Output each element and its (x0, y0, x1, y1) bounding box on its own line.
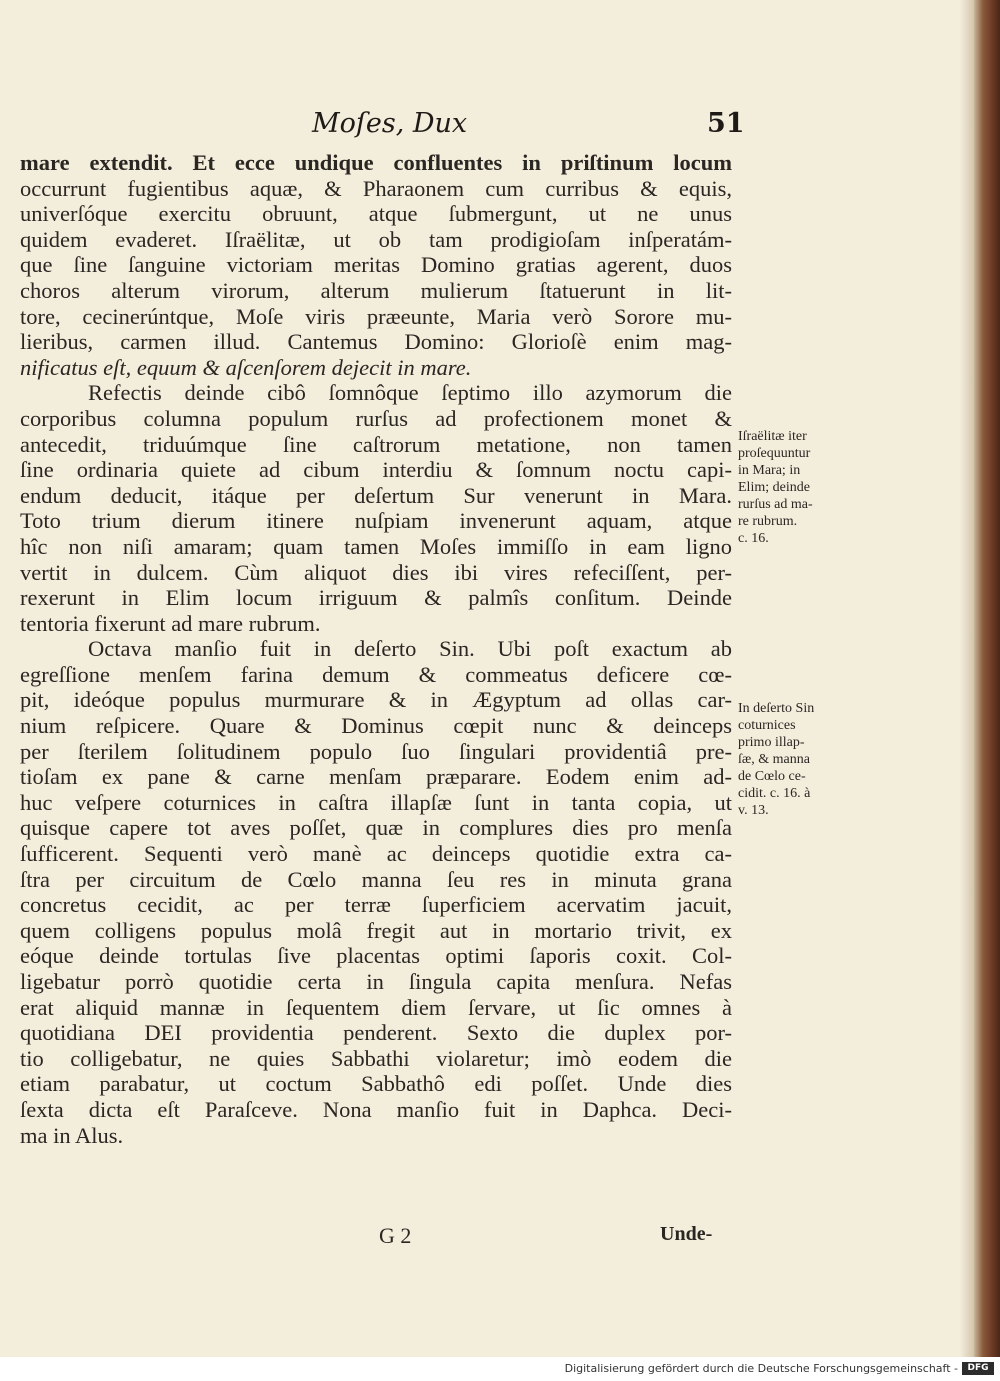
margin-note-line: In deſerto Sin (738, 701, 815, 716)
text-line: ligebatur porrò quotidie certa in ſingula capita menſura. Nefas (20, 969, 732, 994)
margin-note-mara (738, 428, 856, 547)
text-line: ſine ordinaria quiete ad cibum interdiu & ſomnum noctu capi- (20, 457, 732, 483)
credit-text: Digitalisierung gefördert durch die Deutsche Forschungsgemeinschaft - (564, 1362, 958, 1375)
text-line: huc veſpere coturnices in caſtra illapſæ ſunt in tanta copia, ut (20, 789, 732, 815)
text-line: lieribus, carmen illud. Cantemus Domino: Glorioſè enim mag- (20, 329, 732, 355)
margin-note-line: cidit. c. 16. à (738, 786, 811, 801)
catchword: Unde- (660, 1223, 713, 1245)
margin-note-line: Iſraëlitæ iter (738, 429, 807, 444)
margin-note-line: de Cœlo ce- (738, 769, 806, 784)
text-line: eóque deinde tortulas ſive placentas optimi ſaporis coxit. Col- (20, 943, 732, 969)
page-gutter-shadow (960, 0, 974, 1357)
margin-note-line: in Mara; in (738, 463, 801, 478)
text-line: quotidiana DEI providentia penderent. Sexto die duplex por- (20, 1020, 732, 1046)
text-line: nium reſpicere. Quare & Dominus cœpit nunc & deinceps (20, 713, 732, 739)
body-text (20, 150, 732, 1148)
text-line: vertit in dulcem. Cùm aliquot dies ibi vires refeciſſent, per- (20, 559, 732, 585)
text-line: quisque capere tot aves poſſet, quæ in complures dies pro menſa (20, 815, 732, 841)
text-line: quidem evaderet. Iſraëlitæ, ut ob tam prodigioſam inſperatám- (20, 226, 732, 252)
text-line: tio colligebatur, ne quies Sabbathi violaretur; imò eodem die (20, 1045, 732, 1071)
text-line: choros alterum virorum, alterum mulierum ſtatuerunt in lit- (20, 277, 732, 303)
text-line: quem colligens populus molâ fregit aut in mortario trivit, ex (20, 917, 732, 943)
margin-note-line: ſæ, & manna (738, 752, 810, 767)
text-line: ſufficerent. Sequenti verò manè ac deinceps quotidie extra ca- (20, 841, 732, 867)
text-line: Refectis deinde cibô ſomnôque ſeptimo illo azymorum die (88, 380, 732, 406)
text-line: occurrunt fugientibus aquæ, & Pharaonem cum curribus & equis, (20, 175, 732, 201)
text-line: tioſam ex pane & carne menſam præparare. Eodem enim ad- (20, 764, 732, 790)
text-line: Toto trium dierum itinere nuſpiam invenerunt aquam, atque (20, 508, 732, 534)
margin-note-sin (738, 700, 856, 819)
page-number: 51 (707, 108, 745, 139)
text-line: nificatus eſt, equum & aſcenſorem dejecit in mare. (20, 354, 472, 380)
text-line: endum deducit, itáque per deſertum Sur venerunt in Mara. (20, 482, 732, 508)
credit-bar (0, 1357, 1000, 1381)
margin-note-line: primo illap- (738, 735, 805, 750)
text-line: hîc non niſi amaram; quam tamen Moſes immiſſo in eam ligno (20, 533, 732, 559)
text-line: Octava manſio fuit in deſerto Sin. Ubi poſt exactum ab (88, 636, 732, 662)
text-line: que ſine ſanguine victoriam meritas Domino gratias agerent, duos (20, 252, 732, 278)
text-line: ſexta dicta eſt Paraſceve. Nona manſio fuit in Daphca. Deci- (20, 1096, 732, 1122)
margin-note-line: rurſus ad ma- (738, 497, 813, 512)
text-line: tore, cecinerúntque, Moſe viris præeunte, Maria verò Sorore mu- (20, 303, 732, 329)
text-line: mare extendit. Et ecce undique confluentes in priſtinum locum (20, 150, 732, 175)
text-line: erat aliquid mannæ in ſequentem diem ſervare, ut ſic omnes à (20, 994, 732, 1020)
text-line: ſtra per circuitum de Cœlo manna ſeu res in minuta grana (20, 866, 732, 892)
text-line: rexerunt in Elim locum irriguum & palmîs conſitum. Deinde (20, 585, 732, 611)
book-edge (974, 0, 1000, 1357)
text-line: tentoria fixerunt ad mare rubrum. (20, 610, 321, 636)
text-line: corporibus columna populum rurſus ad profectionem monet & (20, 405, 732, 431)
running-head (0, 108, 974, 148)
text-line: pit, ideóque populus murmurare & in Ægyptum ad ollas car- (20, 687, 732, 713)
text-line: univerſóque exercitu obruunt, atque ſubmergunt, ut ne unus (20, 201, 732, 227)
text-line: etiam parabatur, ut coctum Sabbathô edi poſſet. Unde dies (20, 1071, 732, 1097)
margin-note-line: v. 13. (738, 803, 769, 818)
text-line: antecedit, triduúmque ſine caſtrorum metatione, non tamen (20, 431, 732, 457)
text-line: concretus cecidit, ac per terræ ſuperficiem acervatim jacuit, (20, 892, 732, 918)
margin-note-line: coturnices (738, 718, 796, 733)
margin-note-line: re rubrum. (738, 514, 798, 529)
dfg-logo-icon: DFG (962, 1362, 994, 1375)
text-line: egreſſione menſem farina demum & commeatus deficere cœ- (20, 661, 732, 687)
margin-note-line: proſequuntur (738, 446, 811, 461)
margin-note-line: c. 16. (738, 531, 769, 546)
margin-note-line: Elim; deinde (738, 480, 810, 495)
text-line: per ſterilem ſolitudinem populo ſuo ſingulari providentiâ pre- (20, 738, 732, 764)
printer-signature: G 2 (379, 1223, 412, 1248)
running-head-title: Moſes, Dux (312, 108, 468, 139)
text-line: ma in Alus. (20, 1122, 124, 1148)
